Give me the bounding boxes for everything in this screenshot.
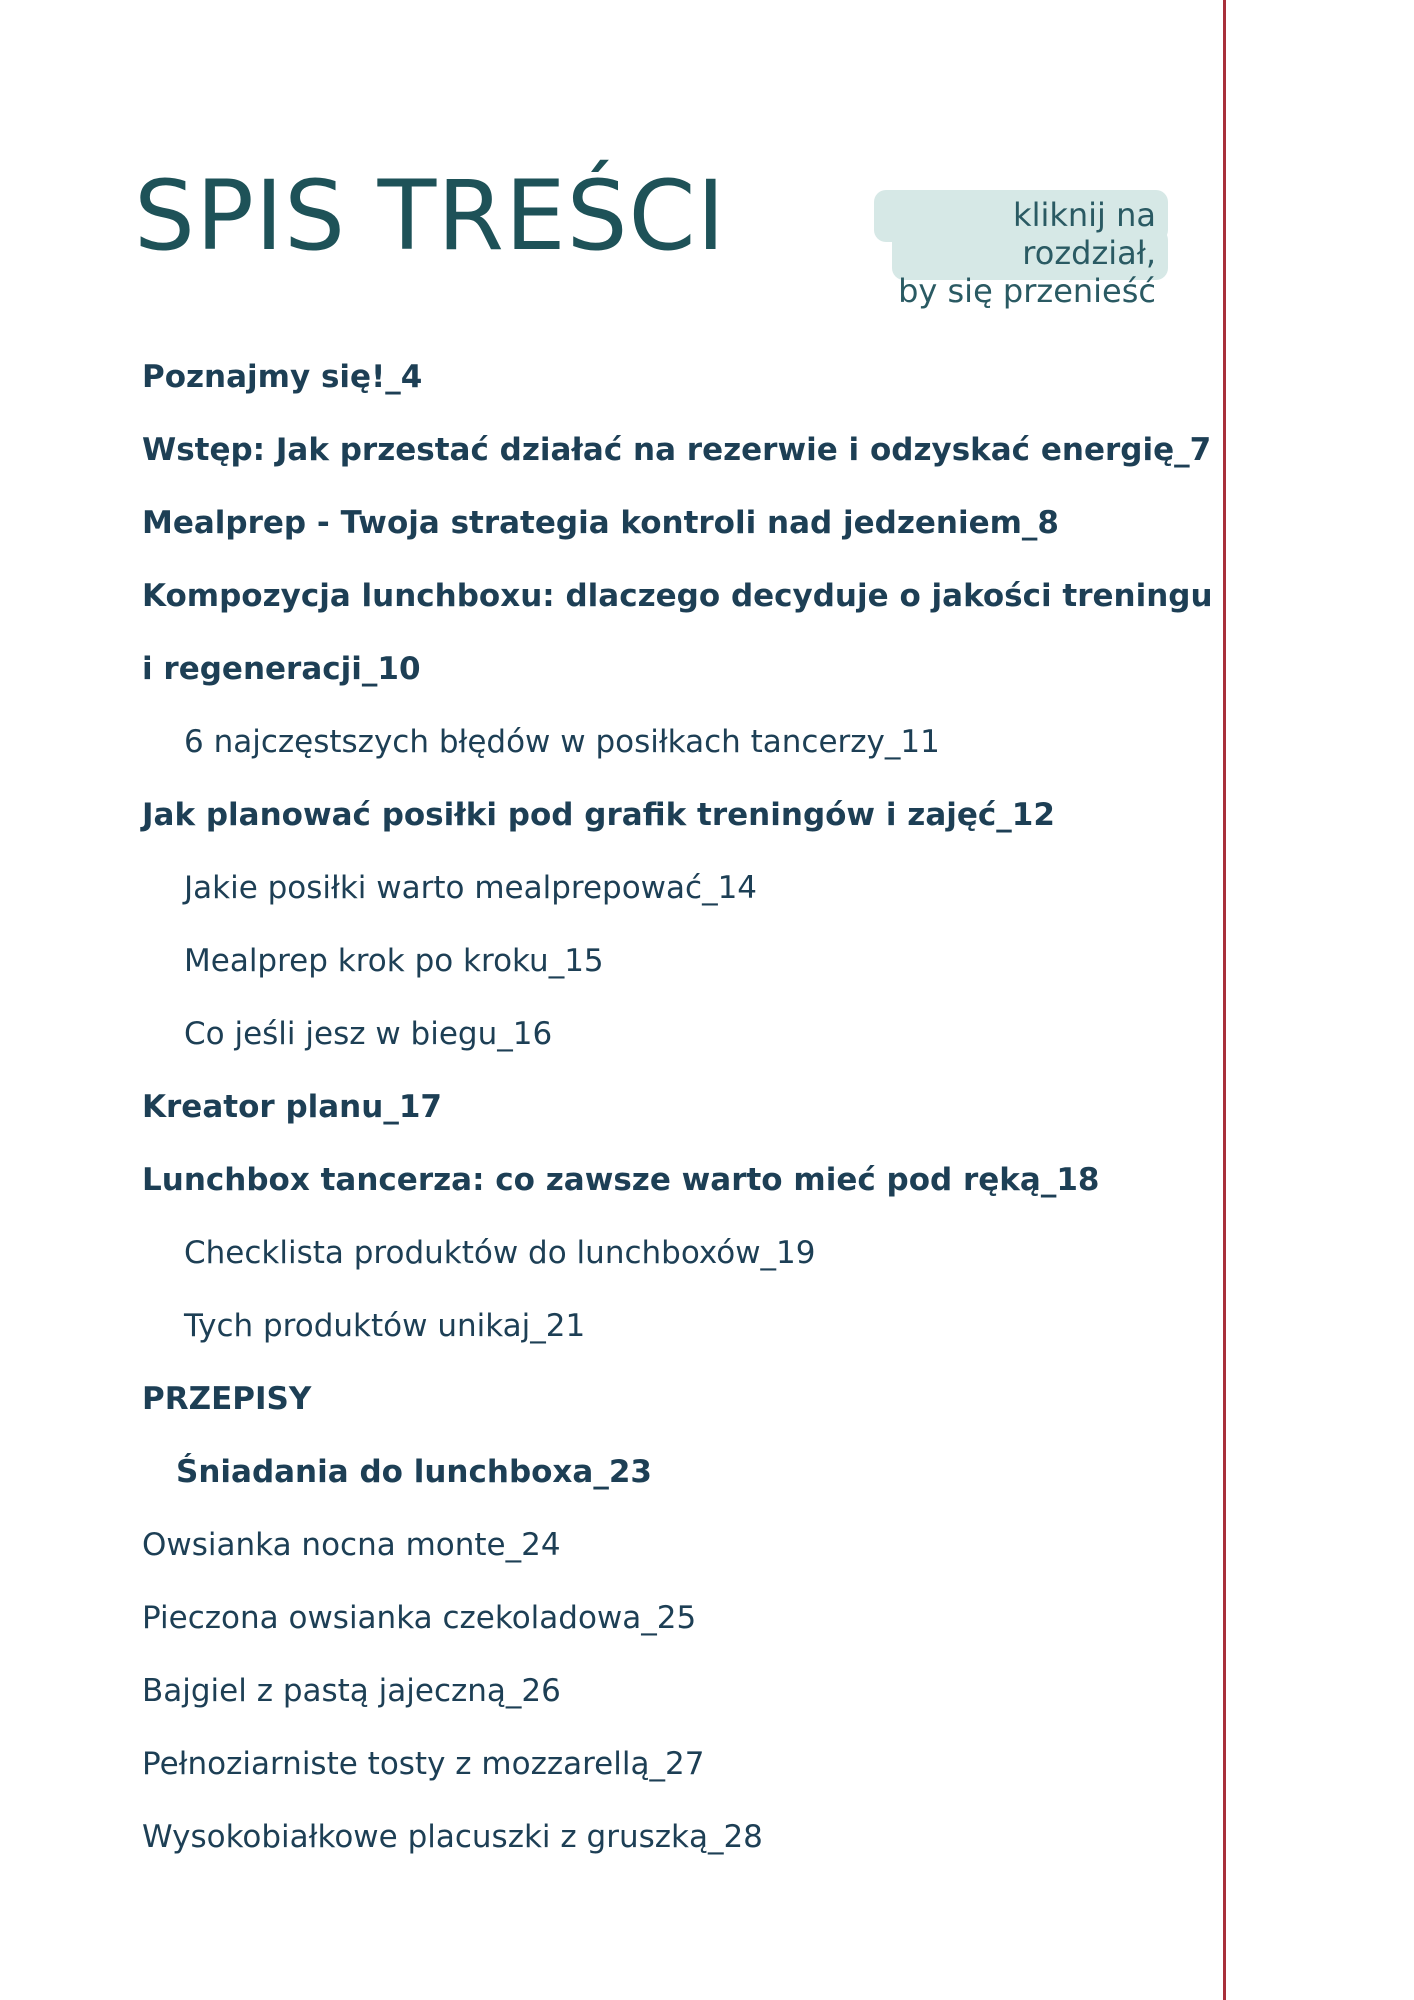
toc-item-poznajmy-sie[interactable]: Poznajmy się!_4 [142, 359, 423, 395]
toc-item-mealprep-strategia[interactable]: Mealprep - Twoja strategia kontroli nad jedzeniem_8 [142, 505, 1059, 541]
hint-line-1: kliknij na rozdział, [1013, 196, 1156, 272]
toc-item-owsianka-nocna[interactable]: Owsianka nocna monte_24 [142, 1527, 561, 1563]
table-of-contents [142, 352, 1213, 1885]
toc-item-placuszki[interactable]: Wysokobiałkowe placuszki z gruszką_28 [142, 1819, 763, 1855]
toc-item-sniadania[interactable]: Śniadania do lunchboxa_23 [176, 1454, 652, 1490]
margin-line [1223, 0, 1226, 2000]
hint-text [874, 196, 1156, 310]
toc-item-bajgiel[interactable]: Bajgiel z pastą jajeczną_26 [142, 1673, 561, 1709]
toc-item-mealprep-krok[interactable]: Mealprep krok po kroku_15 [184, 943, 604, 979]
toc-item-planowanie-posilkow[interactable]: Jak planować posiłki pod grafik treningów i zajęć_12 [142, 797, 1055, 833]
toc-item-jakie-posilki[interactable]: Jakie posiłki warto mealprepować_14 [184, 870, 758, 906]
toc-item-kompozycja-lunchboxu-cont[interactable]: i regeneracji_10 [142, 651, 421, 687]
toc-item-checklista[interactable]: Checklista produktów do lunchboxów_19 [184, 1235, 816, 1271]
toc-item-przepisy[interactable]: PRZEPISY [142, 1381, 312, 1417]
toc-item-owsianka-czekoladowa[interactable]: Pieczona owsianka czekoladowa_25 [142, 1600, 697, 1636]
toc-item-tosty[interactable]: Pełnoziarniste tosty z mozzarellą_27 [142, 1746, 705, 1782]
toc-item-bledy-tancerzy[interactable]: 6 najczęstszych błędów w posiłkach tancerzy_11 [184, 724, 940, 760]
page-title: SPIS TREŚCI [134, 160, 726, 272]
navigation-hint [874, 190, 1168, 310]
toc-item-kompozycja-lunchboxu[interactable]: Kompozycja lunchboxu: dlaczego decyduje o jakości treningu [142, 578, 1213, 614]
hint-line-2: by się przenieść [898, 272, 1156, 310]
toc-item-kreator-planu[interactable]: Kreator planu_17 [142, 1089, 442, 1125]
toc-item-jesz-w-biegu[interactable]: Co jeśli jesz w biegu_16 [184, 1016, 553, 1052]
toc-item-wstep[interactable]: Wstęp: Jak przestać działać na rezerwie i odzyskać energię_7 [142, 432, 1212, 468]
toc-item-lunchbox-tancerza[interactable]: Lunchbox tancerza: co zawsze warto mieć pod ręką_18 [142, 1162, 1100, 1198]
toc-item-unikaj[interactable]: Tych produktów unikaj_21 [184, 1308, 586, 1344]
